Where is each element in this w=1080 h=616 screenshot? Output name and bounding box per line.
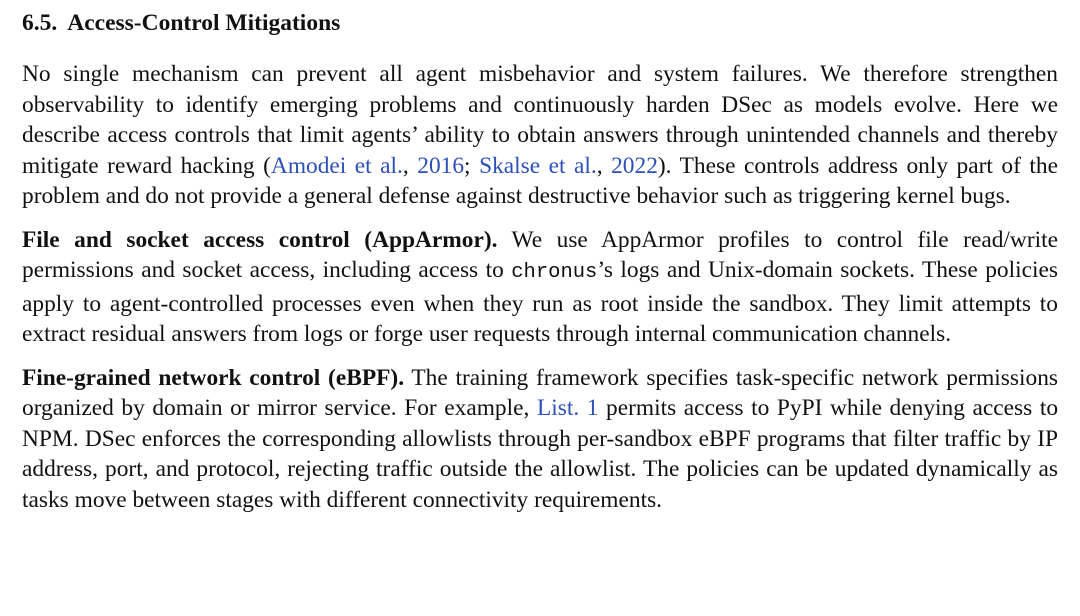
apparmor-paragraph (22, 225, 1058, 350)
intro-paragraph (22, 59, 1058, 212)
ebpf-paragraph (22, 363, 1058, 516)
citation-amodei-year[interactable]: 2016 (417, 152, 465, 179)
citation-separator: , (402, 152, 418, 179)
ebpf-text-2: permits access to PyPI while denying access to NPM. DSec enforces the corresponding allowlists through per-sandbox eBPF programs that filter traffic by IP address, port, and protocol, rejecting traffic outside the allowlist. The policies can be updated dynamically as tasks move between stages with different connectivity requirements. (22, 395, 1059, 513)
ebpf-text-1: The training framework specifies task-specific network permissions organized by domain or mirror service. For example, (22, 364, 1058, 421)
section-number: 6.5. (22, 10, 58, 36)
citation-separator: ; (464, 152, 480, 179)
intro-text-1: No single mechanism can prevent all agent misbehavior and system failures. We therefore strengthen observability to identify emerging problems and continuously harden DSec as models evolve. Here we describe access controls that limit agents’ ability to obtain answers through unintended channels and thereby mitigate reward hacking ( (22, 61, 1058, 179)
section-title: Access-Control Mitigations (67, 10, 341, 36)
listing-reference-link[interactable]: List. 1 (536, 395, 599, 421)
intro-text-2: ). These controls address only part of the problem and do not provide a general defense against destructive behavior such as triggering kernel bugs. (22, 152, 1058, 209)
ebpf-paragraph-title: Fine-grained network control (eBPF). (22, 364, 405, 391)
citation-separator: , (596, 152, 612, 179)
code-chronus: chronus (511, 261, 598, 284)
section-heading (22, 8, 1058, 38)
apparmor-text-2: ’s logs and Unix-domain sockets. These policies apply to agent-controlled processes even when they run as root inside the sandbox. They limit attempts to extract residual answers from logs or forge user requests through internal communication channels. (22, 257, 1058, 347)
paper-page (22, 8, 1058, 528)
apparmor-paragraph-title: File and socket access control (AppArmor). (22, 226, 498, 253)
apparmor-text-1: We use AppArmor profiles to control file read/write permissions and socket access, including access to (22, 226, 1058, 283)
citation-skalse-authors[interactable]: Skalse et al. (479, 152, 597, 179)
citation-amodei-authors[interactable]: Amodei et al. (270, 152, 403, 179)
citation-skalse-year[interactable]: 2022 (611, 152, 658, 179)
